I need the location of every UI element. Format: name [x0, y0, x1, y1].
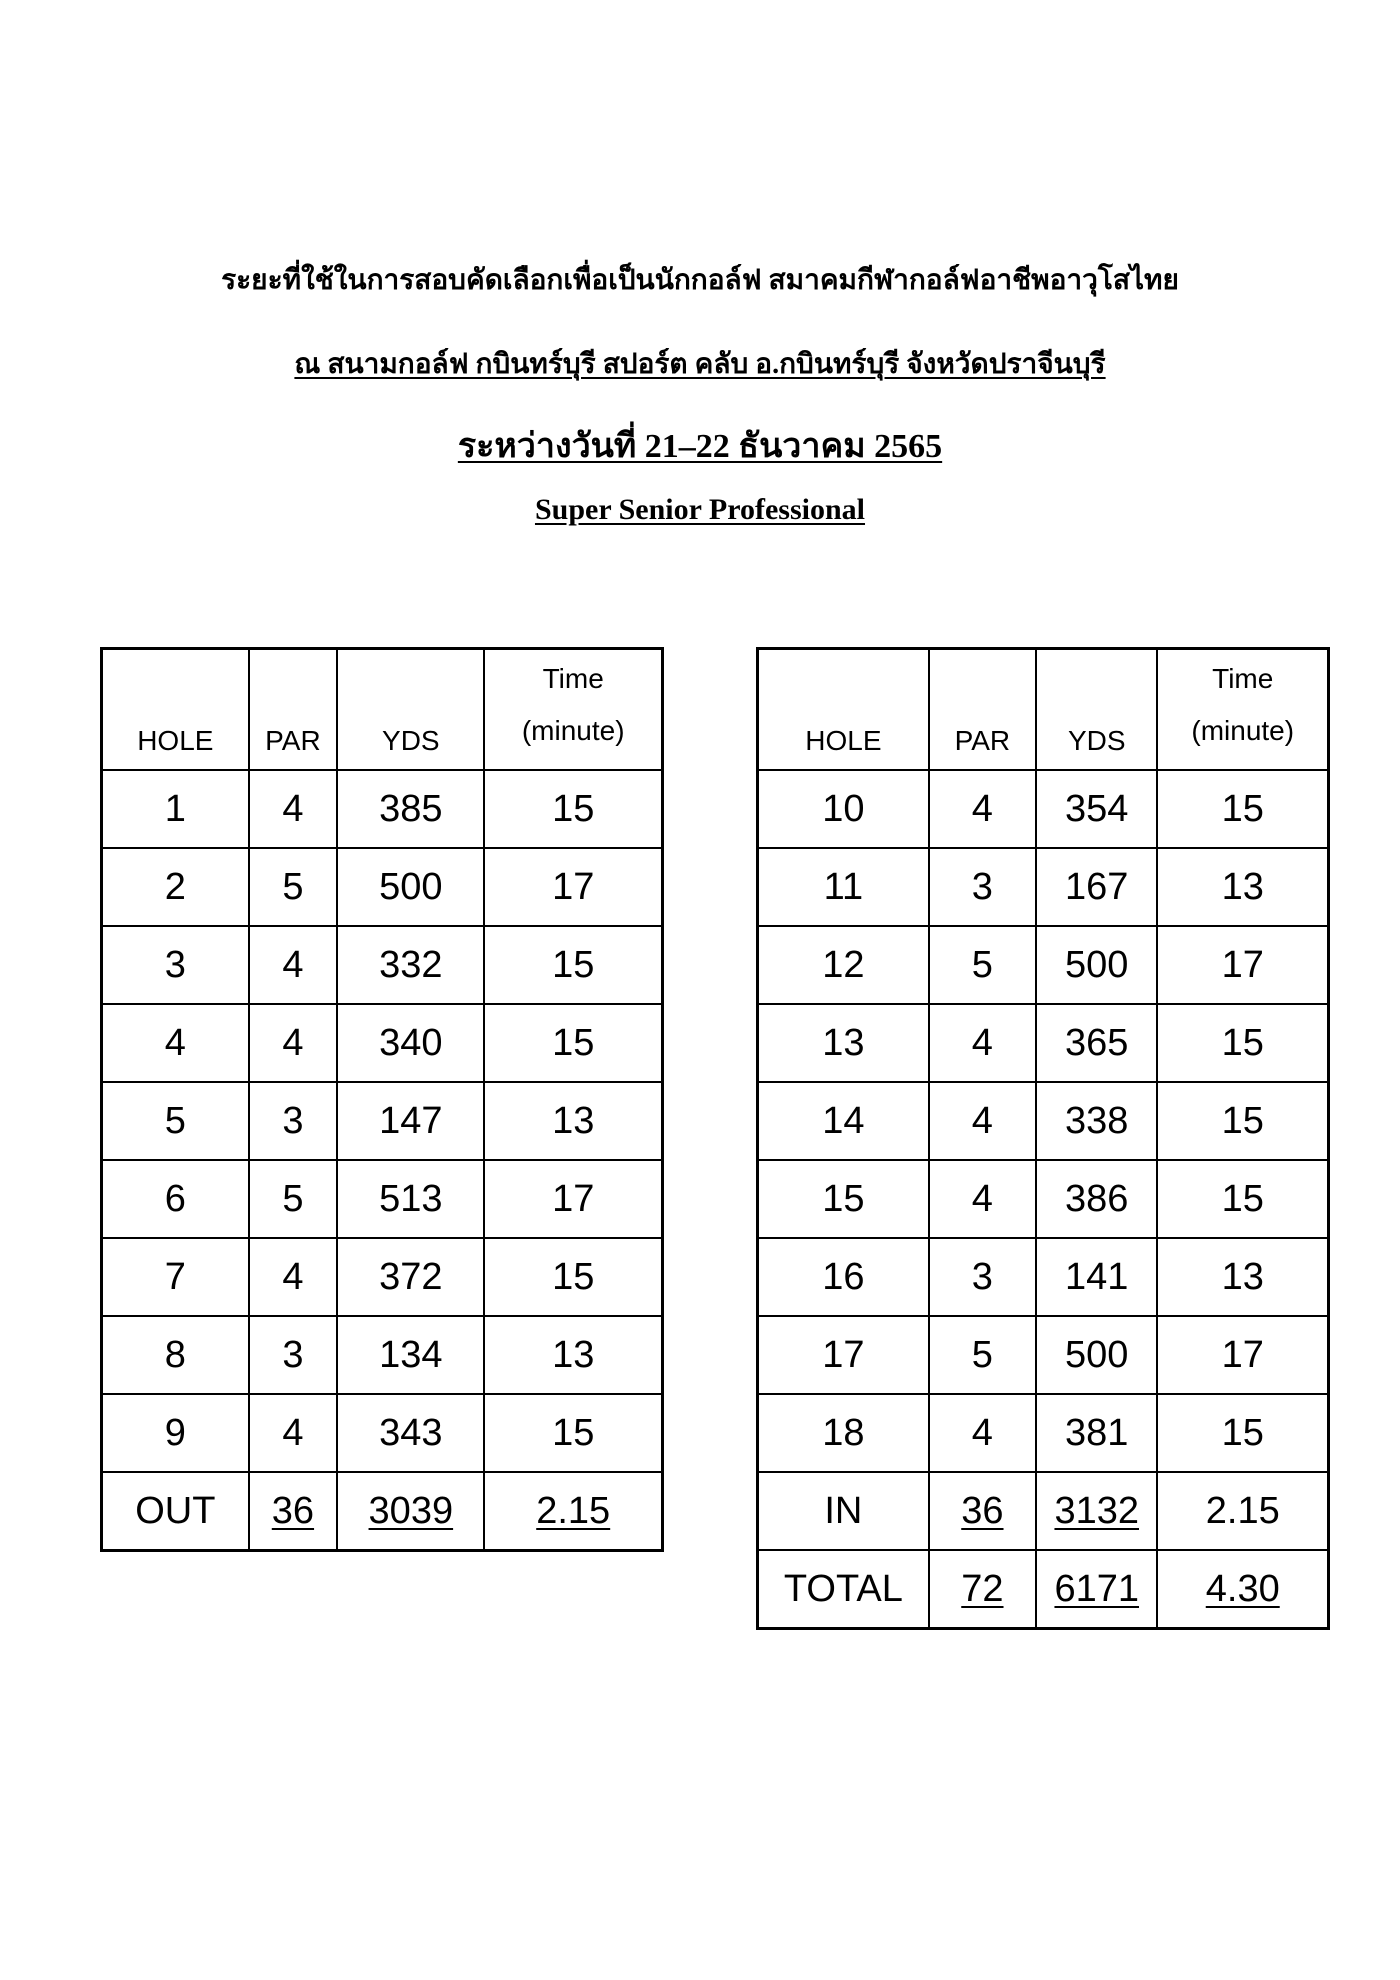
out-label: OUT [102, 1472, 249, 1551]
hole-cell: 8 [102, 1316, 249, 1394]
par-cell: 3 [929, 848, 1036, 926]
yds-cell: 141 [1036, 1238, 1157, 1316]
yds-header: YDS [1036, 649, 1157, 771]
table-row [102, 1238, 663, 1316]
time-header [484, 649, 662, 771]
yds-cell: 340 [337, 1004, 484, 1082]
total-par-value: 72 [961, 1567, 1004, 1610]
out-total-row [102, 1472, 663, 1551]
yds-cell: 167 [1036, 848, 1157, 926]
table-row [102, 1082, 663, 1160]
hole-cell: 11 [758, 848, 929, 926]
table-row [758, 848, 1329, 926]
date-text: ระหว่างวันที่ 21–22 ธันวาคม 2565 [457, 428, 943, 465]
hole-cell: 7 [102, 1238, 249, 1316]
total-time [1157, 1550, 1328, 1629]
hole-cell: 10 [758, 770, 929, 848]
time-cell: 13 [484, 1082, 662, 1160]
venue-line [0, 342, 1400, 386]
hole-cell: 17 [758, 1316, 929, 1394]
hole-cell: 16 [758, 1238, 929, 1316]
out-par [249, 1472, 338, 1551]
time-cell: 15 [1157, 1004, 1328, 1082]
total-par [929, 1550, 1036, 1629]
yds-cell: 385 [337, 770, 484, 848]
date-line [0, 418, 1400, 472]
yds-cell: 500 [1036, 1316, 1157, 1394]
table-row [758, 926, 1329, 1004]
par-cell: 4 [249, 1394, 338, 1472]
time-header-line2: (minute) [521, 715, 625, 746]
total-yds [1036, 1550, 1157, 1629]
table-header-row [102, 649, 663, 771]
time-cell: 17 [1157, 926, 1328, 1004]
table-row [758, 1004, 1329, 1082]
time-cell: 13 [484, 1316, 662, 1394]
par-cell: 5 [249, 848, 338, 926]
category-text: Super Senior Professional [534, 493, 866, 526]
time-cell: 15 [1157, 1394, 1328, 1472]
table-row [758, 1238, 1329, 1316]
par-cell: 4 [929, 1004, 1036, 1082]
out-time-value: 2.15 [536, 1489, 611, 1532]
total-time-value: 4.30 [1205, 1567, 1280, 1610]
par-cell: 4 [929, 770, 1036, 848]
front-nine-table [100, 647, 664, 1552]
in-yds [1036, 1472, 1157, 1550]
yds-cell: 343 [337, 1394, 484, 1472]
hole-cell: 18 [758, 1394, 929, 1472]
par-cell: 5 [929, 926, 1036, 1004]
time-cell: 15 [484, 1238, 662, 1316]
hole-cell: 1 [102, 770, 249, 848]
time-cell: 15 [1157, 1082, 1328, 1160]
venue-text: ณ สนามกอล์ฟ กบินทร์บุรี สปอร์ต คลับ อ.กบินทร์บุรี จังหวัดปราจีนบุรี [294, 349, 1106, 380]
hole-header: HOLE [102, 649, 249, 771]
hole-header: HOLE [758, 649, 929, 771]
category-line [0, 493, 1400, 527]
yds-cell: 500 [337, 848, 484, 926]
table-row [102, 1316, 663, 1394]
back-nine-table [756, 647, 1330, 1630]
in-par-value: 36 [961, 1489, 1004, 1532]
in-total-row [758, 1472, 1329, 1550]
par-cell: 4 [929, 1082, 1036, 1160]
hole-cell: 2 [102, 848, 249, 926]
out-time [484, 1472, 662, 1551]
yds-cell: 381 [1036, 1394, 1157, 1472]
table-row [758, 1082, 1329, 1160]
table-row [102, 1004, 663, 1082]
hole-cell: 13 [758, 1004, 929, 1082]
time-cell: 17 [1157, 1316, 1328, 1394]
yds-header: YDS [337, 649, 484, 771]
table-row [758, 1316, 1329, 1394]
yds-cell: 338 [1036, 1082, 1157, 1160]
hole-cell: 3 [102, 926, 249, 1004]
par-cell: 4 [249, 926, 338, 1004]
hole-cell: 5 [102, 1082, 249, 1160]
par-header: PAR [249, 649, 338, 771]
time-header-line1: Time [542, 663, 604, 694]
par-cell: 5 [249, 1160, 338, 1238]
time-cell: 15 [484, 1394, 662, 1472]
par-cell: 3 [929, 1238, 1036, 1316]
yds-cell: 500 [1036, 926, 1157, 1004]
yds-cell: 354 [1036, 770, 1157, 848]
yds-cell: 365 [1036, 1004, 1157, 1082]
in-yds-value: 3132 [1054, 1489, 1139, 1532]
hole-cell: 4 [102, 1004, 249, 1082]
time-cell: 15 [484, 926, 662, 1004]
par-cell: 5 [929, 1316, 1036, 1394]
time-header-line2: (minute) [1191, 715, 1295, 746]
hole-cell: 12 [758, 926, 929, 1004]
in-label: IN [758, 1472, 929, 1550]
in-par [929, 1472, 1036, 1550]
par-cell: 3 [249, 1082, 338, 1160]
time-cell: 15 [1157, 770, 1328, 848]
par-cell: 4 [249, 1238, 338, 1316]
time-header [1157, 649, 1328, 771]
par-cell: 4 [929, 1160, 1036, 1238]
table-row [758, 770, 1329, 848]
table-row [102, 1394, 663, 1472]
time-cell: 17 [484, 848, 662, 926]
title-text: ระยะที่ใช้ในการสอบคัดเลือกเพื่อเป็นนักกอล์ฟ สมาคมกีฬากอล์ฟอาชีพอาวุโสไทย [221, 265, 1179, 296]
hole-cell: 15 [758, 1160, 929, 1238]
yds-cell: 332 [337, 926, 484, 1004]
time-cell: 15 [1157, 1160, 1328, 1238]
par-cell: 4 [249, 770, 338, 848]
hole-cell: 6 [102, 1160, 249, 1238]
time-cell: 13 [1157, 848, 1328, 926]
document-title [0, 258, 1400, 302]
hole-cell: 9 [102, 1394, 249, 1472]
out-yds-value: 3039 [368, 1489, 454, 1532]
table-row [758, 1394, 1329, 1472]
total-label: TOTAL [758, 1550, 929, 1629]
par-cell: 3 [249, 1316, 338, 1394]
table-row [758, 1160, 1329, 1238]
time-cell: 17 [484, 1160, 662, 1238]
table-row [102, 848, 663, 926]
time-header-line1: Time [1212, 663, 1274, 694]
out-par-value: 36 [271, 1489, 315, 1532]
out-yds [337, 1472, 484, 1551]
yds-cell: 134 [337, 1316, 484, 1394]
par-cell: 4 [929, 1394, 1036, 1472]
table-header-row [758, 649, 1329, 771]
yds-cell: 386 [1036, 1160, 1157, 1238]
yds-cell: 147 [337, 1082, 484, 1160]
table-row [102, 770, 663, 848]
par-header: PAR [929, 649, 1036, 771]
in-time: 2.15 [1157, 1472, 1328, 1550]
time-cell: 15 [484, 770, 662, 848]
time-cell: 15 [484, 1004, 662, 1082]
grand-total-row [758, 1550, 1329, 1629]
time-cell: 13 [1157, 1238, 1328, 1316]
total-yds-value: 6171 [1054, 1567, 1139, 1610]
table-row [102, 1160, 663, 1238]
hole-cell: 14 [758, 1082, 929, 1160]
par-cell: 4 [249, 1004, 338, 1082]
table-row [102, 926, 663, 1004]
yds-cell: 513 [337, 1160, 484, 1238]
yds-cell: 372 [337, 1238, 484, 1316]
